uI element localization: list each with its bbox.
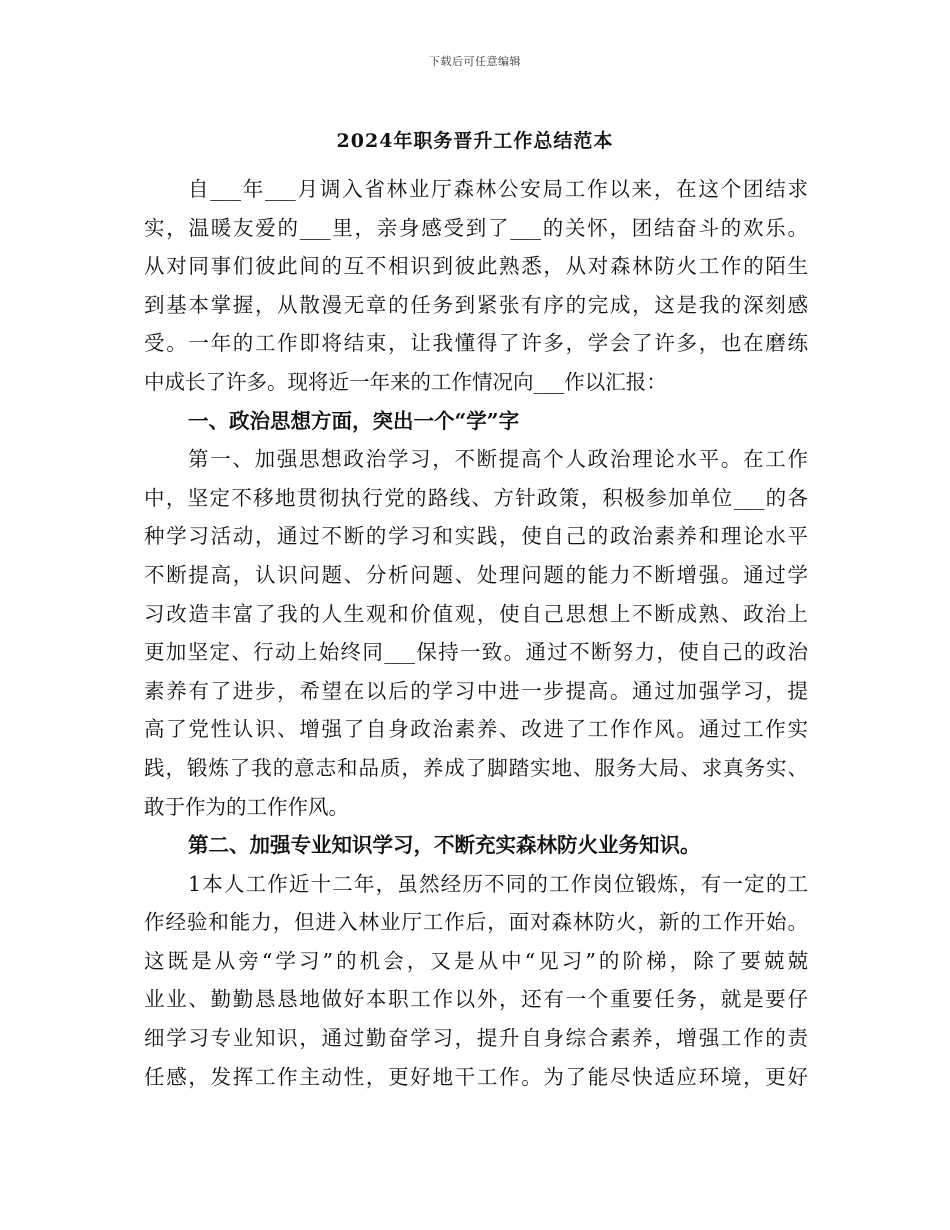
text-line: 种学习活动，通过不断的学习和实践，使自己的政治素养和理论水平 xyxy=(144,524,808,549)
text-line: 中成长了许多。现将近一年来的工作情况向___作以汇报： xyxy=(144,369,667,394)
text-line: 作经验和能力，但进入林业厅工作后，面对森林防火，新的工作开始。 xyxy=(144,910,808,935)
text-line: 从对同事们彼此间的互不相识到彼此熟悉，从对森林防火工作的陌生 xyxy=(144,254,808,279)
text-line: 素养有了进步，希望在以后的学习中进一步提高。通过加强学习，提 xyxy=(144,678,808,703)
document-body xyxy=(144,170,808,1096)
text-line: 1本人工作近十二年，虽然经历不同的工作岗位锻炼，有一定的工 xyxy=(188,871,808,896)
text-line: 受。一年的工作即将结束，让我懂得了许多，学会了许多，也在磨练 xyxy=(144,331,808,356)
text-line: 习改造丰富了我的人生观和价值观，使自己思想上不断成熟、政治上 xyxy=(144,601,808,626)
text-line: 自___年___月调入省林业厅森林公安局工作以来，在这个团结求 xyxy=(188,177,808,201)
text-line: 任感，发挥工作主动性，更好地干工作。为了能尽快适应环境，更好 xyxy=(144,1064,808,1089)
text-line: 细学习专业知识，通过勤奋学习，提升自身综合素养，增强工作的责 xyxy=(144,1026,808,1051)
text-line: 中，坚定不移地贯彻执行党的路线、方针政策，积极参加单位___的各 xyxy=(144,485,808,510)
section-heading: 一、政治思想方面，突出一个“学”字 xyxy=(188,408,520,433)
text-line: 业业、勤勤恳恳地做好本职工作以外，还有一个重要任务，就是要仔 xyxy=(144,987,808,1012)
text-line: 到基本掌握，从散漫无章的任务到紧张有序的完成，这是我的深刻感 xyxy=(144,292,808,317)
text-line: 践，锻炼了我的意志和品质，养成了脚踏实地、服务大局、求真务实、 xyxy=(144,755,808,780)
header-note: 下载后可任意编辑 xyxy=(429,55,521,68)
text-line: 不断提高，认识问题、分析问题、处理问题的能力不断增强。通过学 xyxy=(144,562,808,587)
text-line: 第一、加强思想政治学习，不断提高个人政治理论水平。在工作 xyxy=(188,447,808,472)
text-line: 更加坚定、行动上始终同___保持一致。通过不断努力，使自己的政治 xyxy=(144,640,808,665)
text-line: 高了党性认识、增强了自身政治素养、改进了工作作风。通过工作实 xyxy=(144,717,808,742)
document-title: 2024年职务晋升工作总结范本 xyxy=(336,130,614,152)
text-line: 敢于作为的工作作风。 xyxy=(144,794,349,819)
text-line: 这既是从旁“学习”的机会，又是从中“见习”的阶梯，除了要兢兢 xyxy=(144,948,808,973)
section-heading: 第二、加强专业知识学习，不断充实森林防火业务知识。 xyxy=(188,833,701,858)
text-line: 实，温暖友爱的___里，亲身感受到了___的关怀，团结奋斗的欢乐。 xyxy=(144,215,808,240)
